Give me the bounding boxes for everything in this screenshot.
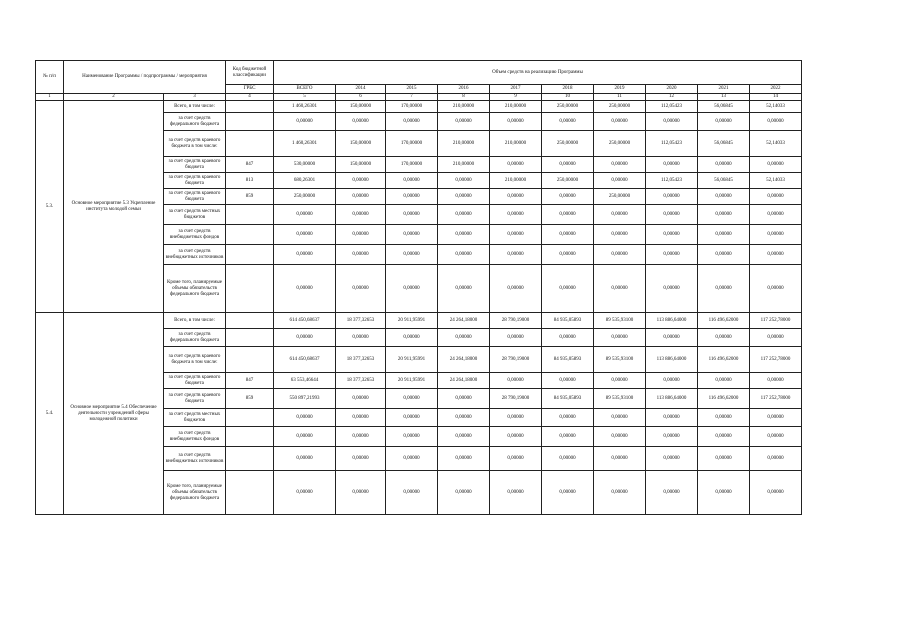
year-value: 52,14033 (750, 131, 802, 157)
year-value: 0,00000 (490, 225, 542, 245)
grbs-code (226, 131, 274, 157)
year-value: 0,00000 (750, 447, 802, 471)
year-value: 116 496,62000 (698, 389, 750, 409)
year-value: 0,00000 (698, 225, 750, 245)
year-value: 0,00000 (594, 265, 646, 313)
header-year: 2016 (438, 85, 490, 94)
year-value: 0,00000 (750, 373, 802, 389)
col-number: 3 (164, 94, 226, 101)
year-value: 210,00000 (438, 101, 490, 113)
year-value: 0,00000 (542, 373, 594, 389)
year-value: 0,00000 (490, 427, 542, 447)
year-value: 0,00000 (386, 265, 438, 313)
col-number: 7 (386, 94, 438, 101)
year-value: 170,00000 (386, 157, 438, 173)
year-value: 0,00000 (698, 265, 750, 313)
year-value: 0,00000 (336, 245, 386, 265)
header-total: ВСЕГО (274, 85, 336, 94)
year-value: 0,00000 (336, 189, 386, 205)
year-value: 0,00000 (646, 225, 698, 245)
col-number: 1 (36, 94, 64, 101)
total-value: 550 897,21993 (274, 389, 336, 409)
year-value: 0,00000 (386, 471, 438, 515)
year-value: 0,00000 (750, 471, 802, 515)
year-value: 0,00000 (698, 373, 750, 389)
total-value: 614 450,68637 (274, 313, 336, 329)
year-value: 0,00000 (542, 471, 594, 515)
column-number-row (36, 94, 802, 101)
year-value: 250,00000 (542, 173, 594, 189)
grbs-code (226, 265, 274, 313)
year-value: 0,00000 (490, 189, 542, 205)
year-value: 24 264,18000 (438, 373, 490, 389)
year-value: 0,00000 (490, 471, 542, 515)
year-value: 113 886,64000 (646, 347, 698, 373)
year-value: 117 252,78000 (750, 389, 802, 409)
year-value: 20 911,95991 (386, 347, 438, 373)
year-value: 0,00000 (750, 427, 802, 447)
year-value: 0,00000 (386, 225, 438, 245)
year-value: 0,00000 (490, 329, 542, 347)
year-value: 24 264,18000 (438, 313, 490, 329)
year-value: 0,00000 (646, 373, 698, 389)
year-value: 0,00000 (594, 373, 646, 389)
row-label: Всего, в том числе: (164, 101, 226, 113)
total-value: 1 460,26301 (274, 101, 336, 113)
year-value: 0,00000 (490, 113, 542, 131)
year-value: 0,00000 (594, 427, 646, 447)
year-value: 0,00000 (438, 113, 490, 131)
year-value: 0,00000 (336, 205, 386, 225)
grbs-code (226, 101, 274, 113)
year-value: 0,00000 (646, 245, 698, 265)
year-value: 113 886,64000 (646, 389, 698, 409)
year-value: 0,00000 (750, 409, 802, 427)
grbs-code (226, 409, 274, 427)
header-num: № п/п (36, 61, 64, 94)
year-value: 0,00000 (594, 205, 646, 225)
year-value: 0,00000 (438, 389, 490, 409)
year-value: 0,00000 (750, 329, 802, 347)
row-label: Кроме того, планируемые объемы обязательств федерального бюджета (164, 471, 226, 515)
year-value: 0,00000 (438, 471, 490, 515)
header-funding: Объем средств на реализацию Программы (274, 61, 802, 85)
year-value: 0,00000 (542, 245, 594, 265)
grbs-code (226, 471, 274, 515)
year-value: 56,06845 (698, 173, 750, 189)
col-number: 10 (542, 94, 594, 101)
year-value: 84 935,05893 (542, 389, 594, 409)
year-value: 0,00000 (594, 447, 646, 471)
table-row (36, 101, 802, 113)
year-value: 0,00000 (386, 447, 438, 471)
year-value: 0,00000 (386, 189, 438, 205)
year-value: 116 496,62000 (698, 313, 750, 329)
total-value: 0,00000 (274, 245, 336, 265)
section-name: Основное мероприятие 5.4 Обеспечение деятельности учреждений сферы молодежной политики (64, 313, 164, 515)
row-label: за счет средств федерального бюджета (164, 113, 226, 131)
col-number: 6 (336, 94, 386, 101)
col-number: 8 (438, 94, 490, 101)
year-value: 0,00000 (698, 189, 750, 205)
year-value: 0,00000 (594, 409, 646, 427)
year-value: 0,00000 (490, 205, 542, 225)
year-value: 0,00000 (336, 113, 386, 131)
total-value: 0,00000 (274, 205, 336, 225)
row-label: за счет средств местных бюджетов (164, 409, 226, 427)
year-value: 0,00000 (542, 265, 594, 313)
col-number: 13 (698, 94, 750, 101)
year-value: 0,00000 (646, 471, 698, 515)
grbs-code (226, 347, 274, 373)
year-value: 52,14033 (750, 101, 802, 113)
year-value: 250,00000 (542, 101, 594, 113)
year-value: 0,00000 (438, 173, 490, 189)
year-value: 0,00000 (750, 205, 802, 225)
grbs-code (226, 329, 274, 347)
year-value: 0,00000 (336, 329, 386, 347)
table-row (36, 313, 802, 329)
header-year: 2018 (542, 85, 594, 94)
year-value: 56,06845 (698, 101, 750, 113)
total-value: 530,00000 (274, 157, 336, 173)
row-label: за счет средств краевого бюджета (164, 189, 226, 205)
total-value: 1 460,26301 (274, 131, 336, 157)
grbs-code (226, 427, 274, 447)
year-value: 0,00000 (542, 329, 594, 347)
row-label: за счет средств федерального бюджета (164, 329, 226, 347)
year-value: 0,00000 (542, 447, 594, 471)
year-value: 0,00000 (336, 471, 386, 515)
row-label: за счет средств внебюджетных источников (164, 447, 226, 471)
header-year: 2020 (646, 85, 698, 94)
col-number: 5 (274, 94, 336, 101)
total-value: 0,00000 (274, 427, 336, 447)
grbs-code (226, 447, 274, 471)
col-number: 9 (490, 94, 542, 101)
grbs-code (226, 205, 274, 225)
year-value: 0,00000 (542, 205, 594, 225)
year-value: 0,00000 (594, 329, 646, 347)
year-value: 20 911,95991 (386, 373, 438, 389)
year-value: 0,00000 (542, 409, 594, 427)
col-number: 14 (750, 94, 802, 101)
year-value: 170,00000 (386, 101, 438, 113)
year-value: 0,00000 (698, 245, 750, 265)
year-value: 0,00000 (490, 409, 542, 427)
year-value: 0,00000 (386, 205, 438, 225)
year-value: 0,00000 (386, 389, 438, 409)
row-label: за счет средств краевого бюджета (164, 373, 226, 389)
year-value: 0,00000 (646, 113, 698, 131)
year-value: 112,05423 (646, 131, 698, 157)
year-value: 0,00000 (750, 225, 802, 245)
year-value: 0,00000 (438, 409, 490, 427)
total-value: 0,00000 (274, 225, 336, 245)
year-value: 0,00000 (698, 471, 750, 515)
year-value: 250,00000 (594, 189, 646, 205)
year-value: 0,00000 (336, 225, 386, 245)
row-label: за счет средств краевого бюджета (164, 389, 226, 409)
year-value: 0,00000 (438, 225, 490, 245)
grbs-code: 847 (226, 373, 274, 389)
year-value: 0,00000 (646, 265, 698, 313)
grbs-code (226, 313, 274, 329)
year-value: 0,00000 (438, 329, 490, 347)
year-value: 0,00000 (594, 113, 646, 131)
year-value: 0,00000 (750, 245, 802, 265)
year-value: 56,06845 (698, 131, 750, 157)
year-value: 0,00000 (490, 447, 542, 471)
year-value: 0,00000 (594, 173, 646, 189)
year-value: 0,00000 (386, 245, 438, 265)
year-value: 0,00000 (542, 189, 594, 205)
year-value: 117 252,78000 (750, 347, 802, 373)
year-value: 0,00000 (698, 113, 750, 131)
year-value: 0,00000 (646, 409, 698, 427)
year-value: 170,00000 (386, 131, 438, 157)
year-value: 20 911,95991 (386, 313, 438, 329)
grbs-code (226, 113, 274, 131)
row-label: за счет средств внебюджетных источников (164, 245, 226, 265)
year-value: 0,00000 (698, 447, 750, 471)
year-value: 0,00000 (698, 409, 750, 427)
year-value: 0,00000 (646, 205, 698, 225)
total-value: 614 450,68637 (274, 347, 336, 373)
header-kbk: Код бюджетной классификации (226, 61, 274, 85)
total-value: 0,00000 (274, 329, 336, 347)
year-value: 0,00000 (646, 447, 698, 471)
year-value: 150,00000 (336, 131, 386, 157)
year-value: 0,00000 (438, 245, 490, 265)
section-number: 5.4. (36, 313, 64, 515)
year-value: 0,00000 (594, 157, 646, 173)
year-value: 0,00000 (336, 265, 386, 313)
year-value: 0,00000 (542, 225, 594, 245)
header-name: Наименование Программы / подпрограммы / мероприятия (64, 61, 226, 94)
year-value: 0,00000 (542, 427, 594, 447)
total-value: 0,00000 (274, 265, 336, 313)
year-value: 250,00000 (594, 131, 646, 157)
row-label: за счет средств краевого бюджета (164, 173, 226, 189)
header-year: 2014 (336, 85, 386, 94)
header-year: 2022 (750, 85, 802, 94)
section-number: 5.3. (36, 101, 64, 313)
year-value: 250,00000 (542, 131, 594, 157)
row-label: за счет средств краевого бюджета в том числе: (164, 131, 226, 157)
funding-table (35, 60, 802, 515)
year-value: 0,00000 (438, 427, 490, 447)
col-number: 12 (646, 94, 698, 101)
year-value: 0,00000 (336, 389, 386, 409)
total-value: 250,00000 (274, 189, 336, 205)
year-value: 0,00000 (698, 157, 750, 173)
total-value: 680,26301 (274, 173, 336, 189)
row-label: за счет средств краевого бюджета в том числе: (164, 347, 226, 373)
year-value: 117 252,78000 (750, 313, 802, 329)
year-value: 0,00000 (542, 157, 594, 173)
year-value: 52,14033 (750, 173, 802, 189)
year-value: 28 790,19000 (490, 313, 542, 329)
grbs-code: 813 (226, 173, 274, 189)
year-value: 0,00000 (336, 409, 386, 427)
year-value: 18 377,32653 (336, 373, 386, 389)
col-number: 4 (226, 94, 274, 101)
year-value: 0,00000 (594, 471, 646, 515)
year-value: 18 377,32653 (336, 347, 386, 373)
year-value: 0,00000 (750, 113, 802, 131)
year-value: 210,00000 (438, 131, 490, 157)
year-value: 0,00000 (386, 409, 438, 427)
year-value: 0,00000 (594, 225, 646, 245)
year-value: 112,05423 (646, 173, 698, 189)
year-value: 0,00000 (646, 157, 698, 173)
year-value: 0,00000 (490, 265, 542, 313)
year-value: 210,00000 (490, 101, 542, 113)
year-value: 18 377,32653 (336, 313, 386, 329)
year-value: 0,00000 (490, 157, 542, 173)
year-value: 116 496,62000 (698, 347, 750, 373)
grbs-code: 859 (226, 189, 274, 205)
year-value: 0,00000 (438, 265, 490, 313)
year-value: 0,00000 (698, 205, 750, 225)
year-value: 210,00000 (490, 131, 542, 157)
total-value: 0,00000 (274, 471, 336, 515)
year-value: 210,00000 (438, 157, 490, 173)
year-value: 84 935,05893 (542, 347, 594, 373)
year-value: 0,00000 (336, 173, 386, 189)
total-value: 0,00000 (274, 447, 336, 471)
total-value: 0,00000 (274, 113, 336, 131)
section-name: Основное мероприятие 5.3 Укрепление института молодой семьи (64, 101, 164, 313)
grbs-code (226, 245, 274, 265)
year-value: 0,00000 (750, 157, 802, 173)
year-value: 0,00000 (386, 173, 438, 189)
year-value: 0,00000 (386, 329, 438, 347)
year-value: 89 535,93100 (594, 347, 646, 373)
header-year: 2015 (386, 85, 438, 94)
row-label: за счет средств внебюджетных фондов (164, 225, 226, 245)
year-value: 0,00000 (594, 245, 646, 265)
row-label: Кроме того, планируемые объемы обязательств федерального бюджета (164, 265, 226, 313)
grbs-code: 847 (226, 157, 274, 173)
row-label: за счет средств местных бюджетов (164, 205, 226, 225)
col-number: 2 (64, 94, 164, 101)
year-value: 0,00000 (490, 245, 542, 265)
header-year: 2019 (594, 85, 646, 94)
year-value: 150,00000 (336, 157, 386, 173)
year-value: 150,00000 (336, 101, 386, 113)
year-value: 0,00000 (438, 447, 490, 471)
total-value: 0,00000 (274, 409, 336, 427)
year-value: 0,00000 (386, 113, 438, 131)
col-number: 11 (594, 94, 646, 101)
year-value: 0,00000 (386, 427, 438, 447)
year-value: 28 790,19000 (490, 347, 542, 373)
year-value: 0,00000 (646, 189, 698, 205)
year-value: 89 535,93100 (594, 389, 646, 409)
year-value: 210,00000 (490, 173, 542, 189)
row-label: за счет средств внебюджетных фондов (164, 427, 226, 447)
year-value: 0,00000 (490, 373, 542, 389)
year-value: 0,00000 (542, 113, 594, 131)
year-value: 0,00000 (336, 427, 386, 447)
year-value: 113 886,64000 (646, 313, 698, 329)
year-value: 84 935,05893 (542, 313, 594, 329)
header-grbs: ГРБС (226, 85, 274, 94)
row-label: Всего, в том числе: (164, 313, 226, 329)
row-label: за счет средств краевого бюджета (164, 157, 226, 173)
year-value: 89 535,93100 (594, 313, 646, 329)
year-value: 0,00000 (750, 265, 802, 313)
grbs-code: 859 (226, 389, 274, 409)
grbs-code (226, 225, 274, 245)
year-value: 0,00000 (438, 205, 490, 225)
year-value: 0,00000 (438, 189, 490, 205)
year-value: 0,00000 (646, 427, 698, 447)
year-value: 0,00000 (336, 447, 386, 471)
year-value: 0,00000 (750, 189, 802, 205)
year-value: 24 264,18000 (438, 347, 490, 373)
year-value: 250,00000 (594, 101, 646, 113)
year-value: 112,05423 (646, 101, 698, 113)
header-year: 2017 (490, 85, 542, 94)
total-value: 63 553,46644 (274, 373, 336, 389)
year-value: 0,00000 (698, 329, 750, 347)
header-year: 2021 (698, 85, 750, 94)
year-value: 0,00000 (646, 329, 698, 347)
year-value: 0,00000 (698, 427, 750, 447)
year-value: 28 790,19000 (490, 389, 542, 409)
header-row (36, 61, 802, 85)
